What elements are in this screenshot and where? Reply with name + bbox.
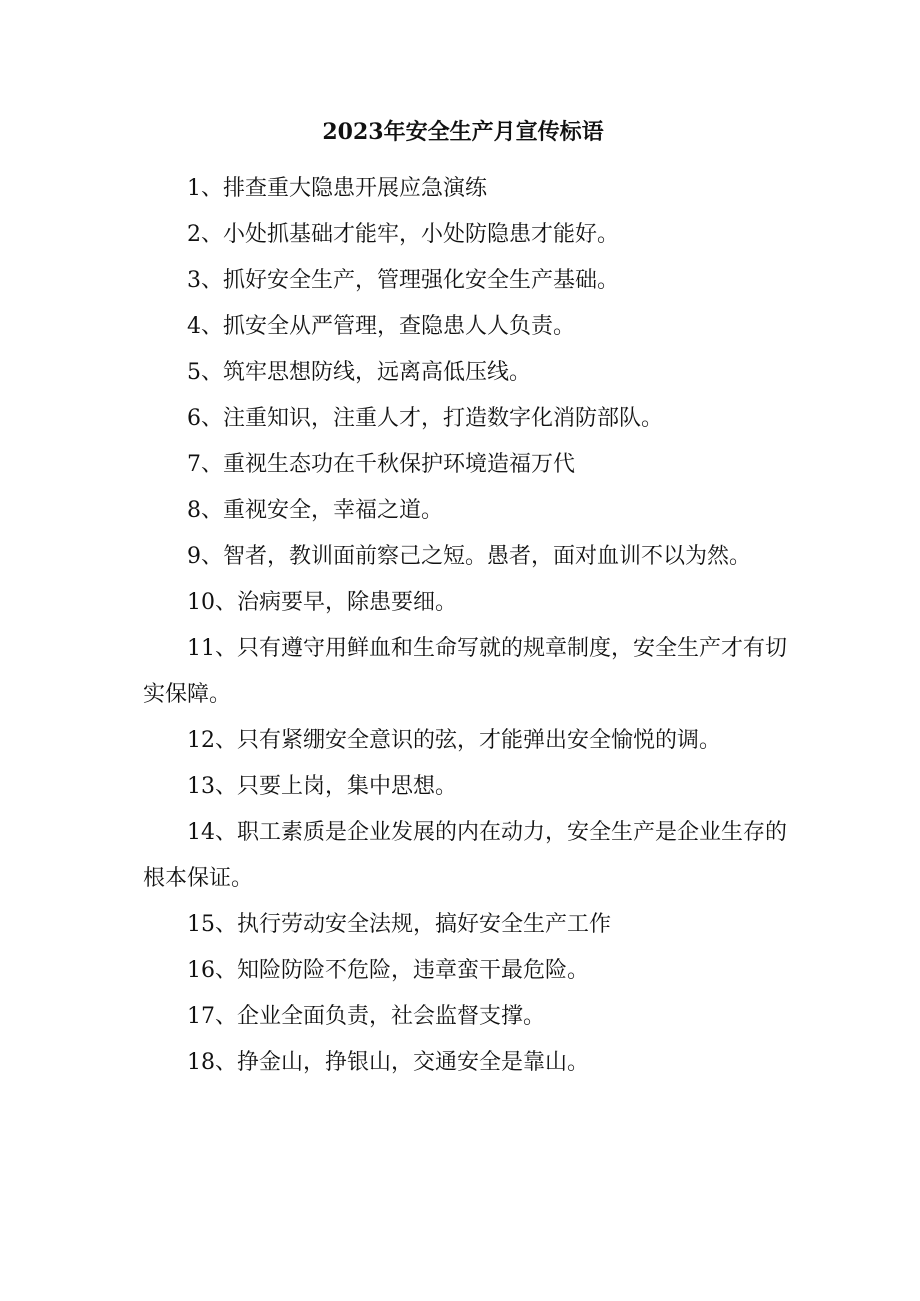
- slogan-item: 10、治病要早，除患要细。: [187, 590, 457, 615]
- slogan-item: 3、抓好安全生产，管理强化安全生产基础。: [187, 268, 619, 293]
- slogan-item: 7、重视生态功在千秋保护环境造福万代: [187, 452, 575, 477]
- slogan-item: 1、排查重大隐患开展应急演练: [187, 176, 487, 201]
- slogan-item: 13、只要上岗，集中思想。: [187, 774, 457, 799]
- slogan-item: 14、职工素质是企业发展的内在动力，安全生产是企业生存的根本保证。: [143, 820, 787, 891]
- document-title: 2023年安全生产月宣传标语: [322, 119, 604, 145]
- slogan-item: 12、只有紧绷安全意识的弦，才能弹出安全愉悦的调。: [187, 728, 721, 753]
- slogan-item: 16、知险防险不危险，违章蛮干最危险。: [187, 958, 589, 983]
- slogan-item: 8、重视安全，幸福之道。: [187, 498, 443, 523]
- slogan-item: 2、小处抓基础才能牢，小处防隐患才能好。: [187, 222, 619, 247]
- slogan-item: 9、智者，教训面前察己之短。愚者，面对血训不以为然。: [187, 544, 751, 569]
- slogan-item: 11、只有遵守用鲜血和生命写就的规章制度，安全生产才有切实保障。: [143, 636, 787, 707]
- slogan-list: [143, 166, 793, 1086]
- slogan-item: 17、企业全面负责，社会监督支撑。: [187, 1004, 545, 1029]
- slogan-item: 6、注重知识，注重人才，打造数字化消防部队。: [187, 406, 663, 431]
- slogan-item: 18、挣金山，挣银山，交通安全是靠山。: [187, 1050, 589, 1075]
- slogan-item: 5、筑牢思想防线，远离高低压线。: [187, 360, 531, 385]
- slogan-item: 15、执行劳动安全法规，搞好安全生产工作: [187, 912, 611, 937]
- slogan-item: 4、抓安全从严管理，查隐患人人负责。: [187, 314, 575, 339]
